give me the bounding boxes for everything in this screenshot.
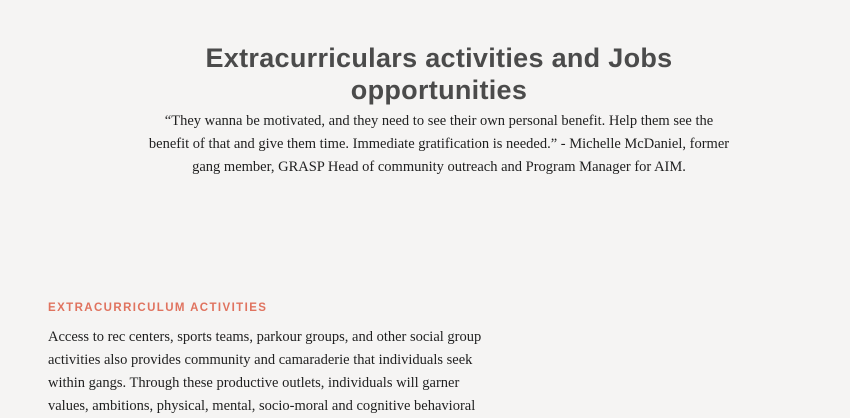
paragraph-line-4: values, ambitions, physical, mental, socio-moral and cognitive behavioral [48,398,476,414]
section-heading: EXTRACURRICULUM ACTIVITIES [48,302,268,314]
body-paragraph [48,326,518,418]
quote-line-2: benefit of that and give them time. Immediate gratification is needed.” - Michelle McDaniel, former [148,136,730,152]
quote-block [48,110,830,179]
page-title-line-2: opportunities [350,75,528,106]
paragraph-line-3: within gangs. Through these productive outlets, individuals will garner [48,375,460,391]
quote-line-3: gang member, GRASP Head of community outreach and Program Manager for AIM. [192,159,686,175]
page-title-line-1: Extracurriculars activities and Jobs [205,43,673,74]
paragraph-line-1: Access to rec centers, sports teams, parkour groups, and other social group [48,329,482,345]
paragraph-line-2: activities also provides community and camaraderie that individuals seek [48,352,473,368]
quote-line-1: “They wanna be motivated, and they need to see their own personal benefit. Help them see the [164,113,714,129]
page-title [48,42,830,106]
